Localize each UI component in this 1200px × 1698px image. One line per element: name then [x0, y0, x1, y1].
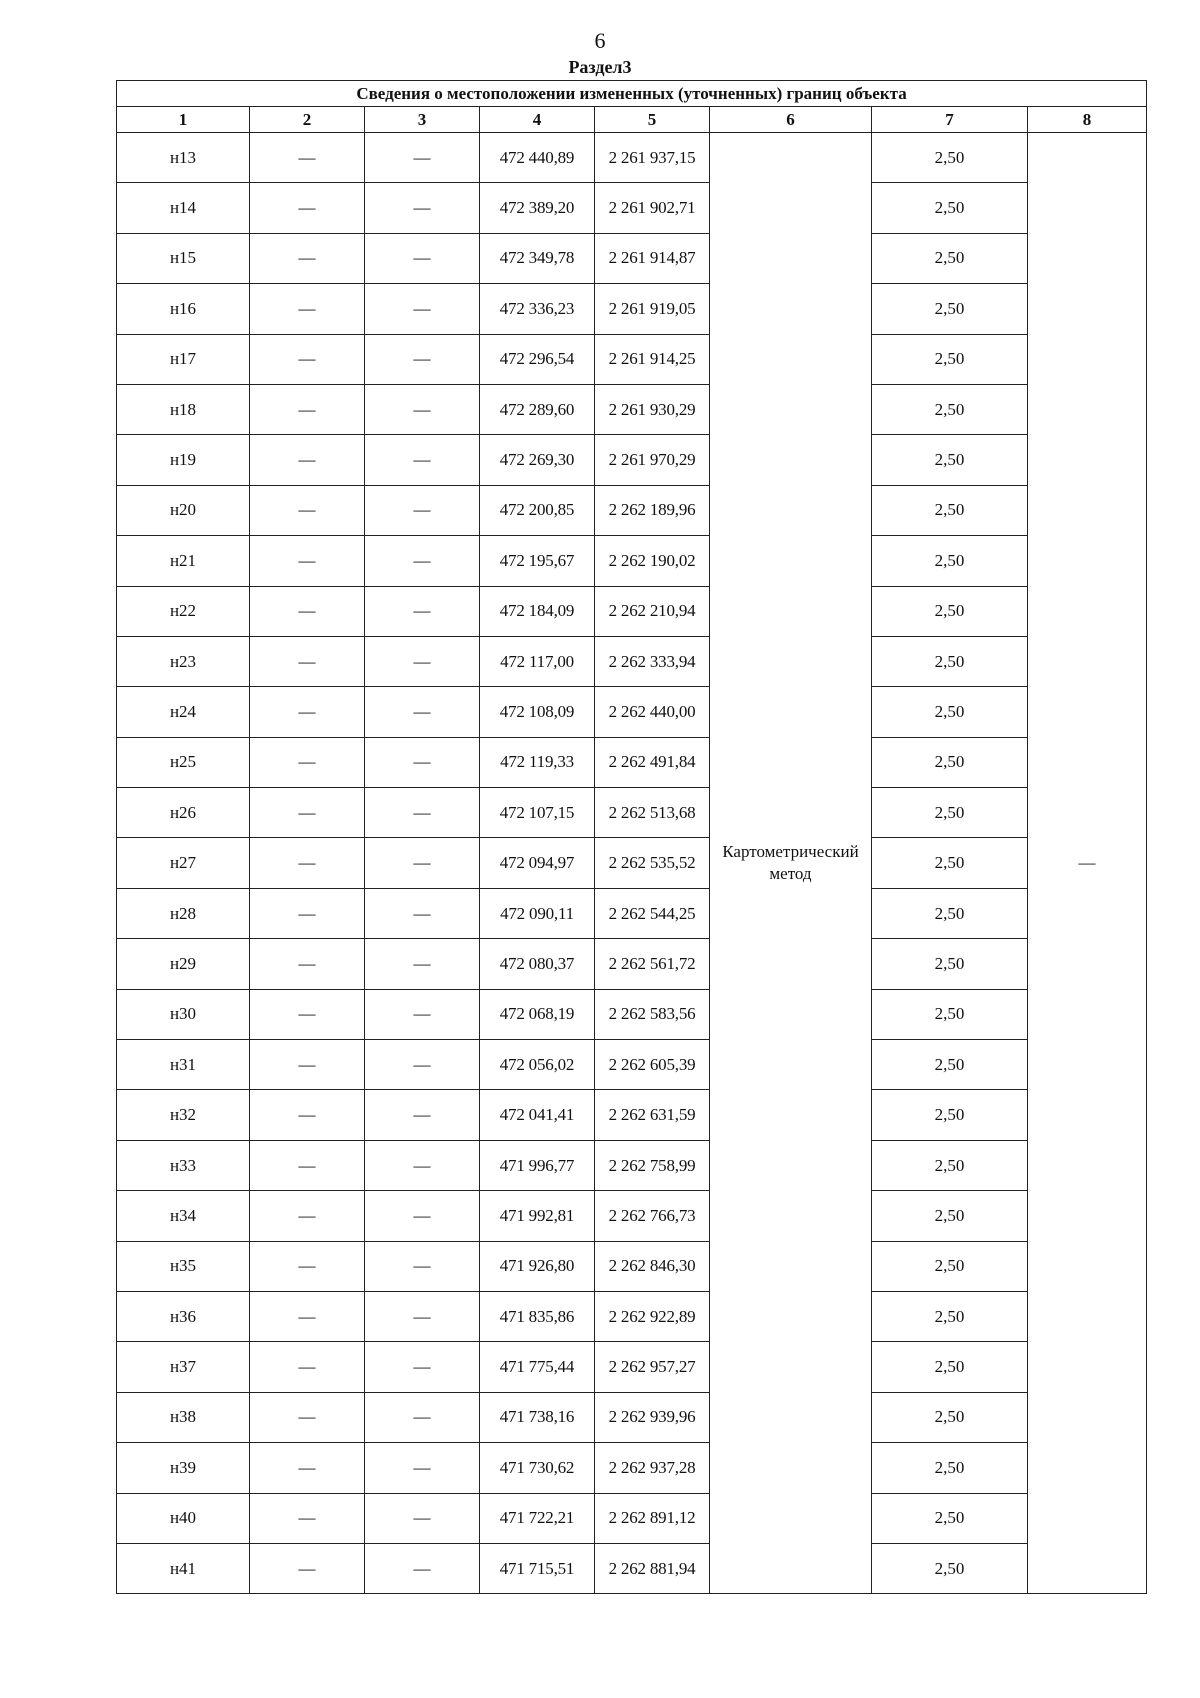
- column-2-cell: —: [250, 1493, 365, 1543]
- table-row: [117, 1443, 1147, 1493]
- precision-cell: 2,50: [872, 1493, 1028, 1543]
- coordinate-x-cell: 472 094,97: [480, 838, 595, 888]
- column-2-cell: —: [250, 687, 365, 737]
- precision-cell: 2,50: [872, 636, 1028, 686]
- coordinate-x-cell: 471 730,62: [480, 1443, 595, 1493]
- point-name-cell: н34: [117, 1191, 250, 1241]
- point-name-cell: н19: [117, 435, 250, 485]
- coordinate-y-cell: 2 262 544,25: [595, 888, 710, 938]
- column-number-2: 2: [250, 107, 365, 133]
- table-row: [117, 1543, 1147, 1593]
- point-name-cell: н14: [117, 183, 250, 233]
- coordinate-x-cell: 471 722,21: [480, 1493, 595, 1543]
- column-2-cell: —: [250, 1291, 365, 1341]
- coordinate-x-cell: 472 269,30: [480, 435, 595, 485]
- coordinate-x-cell: 472 195,67: [480, 536, 595, 586]
- coordinate-y-cell: 2 262 891,12: [595, 1493, 710, 1543]
- coordinate-x-cell: 472 289,60: [480, 384, 595, 434]
- coordinate-y-cell: 2 262 333,94: [595, 636, 710, 686]
- precision-cell: 2,50: [872, 1291, 1028, 1341]
- table-row: [117, 687, 1147, 737]
- coordinate-y-cell: 2 261 930,29: [595, 384, 710, 434]
- coordinate-y-cell: 2 262 631,59: [595, 1090, 710, 1140]
- coordinate-x-cell: 471 992,81: [480, 1191, 595, 1241]
- point-name-cell: н24: [117, 687, 250, 737]
- coordinate-y-cell: 2 261 914,25: [595, 334, 710, 384]
- precision-cell: 2,50: [872, 435, 1028, 485]
- table-row: [117, 788, 1147, 838]
- table-row: [117, 183, 1147, 233]
- column-3-cell: —: [365, 133, 480, 183]
- table-row: [117, 233, 1147, 283]
- precision-cell: 2,50: [872, 536, 1028, 586]
- precision-cell: 2,50: [872, 485, 1028, 535]
- column-3-cell: —: [365, 1443, 480, 1493]
- precision-cell: 2,50: [872, 788, 1028, 838]
- coordinate-x-cell: 471 715,51: [480, 1543, 595, 1593]
- coordinate-y-cell: 2 262 440,00: [595, 687, 710, 737]
- column-3-cell: —: [365, 1040, 480, 1090]
- precision-cell: 2,50: [872, 838, 1028, 888]
- column-2-cell: —: [250, 586, 365, 636]
- table-row: [117, 435, 1147, 485]
- precision-cell: 2,50: [872, 1241, 1028, 1291]
- column-3-cell: —: [365, 586, 480, 636]
- column-2-cell: —: [250, 1090, 365, 1140]
- table-row: [117, 939, 1147, 989]
- column-number-8: 8: [1028, 107, 1147, 133]
- point-name-cell: н21: [117, 536, 250, 586]
- point-name-cell: н17: [117, 334, 250, 384]
- coordinate-y-cell: 2 262 758,99: [595, 1140, 710, 1190]
- table-row: [117, 485, 1147, 535]
- coordinate-y-cell: 2 261 919,05: [595, 284, 710, 334]
- point-name-cell: н22: [117, 586, 250, 636]
- column-3-cell: —: [365, 1392, 480, 1442]
- column-2-cell: —: [250, 233, 365, 283]
- coordinate-x-cell: 472 336,23: [480, 284, 595, 334]
- table-row: [117, 838, 1147, 888]
- column-3-cell: —: [365, 1291, 480, 1341]
- coordinate-y-cell: 2 262 561,72: [595, 939, 710, 989]
- coordinate-y-cell: 2 262 535,52: [595, 838, 710, 888]
- coordinate-y-cell: 2 262 957,27: [595, 1342, 710, 1392]
- coordinate-y-cell: 2 261 914,87: [595, 233, 710, 283]
- column-3-cell: —: [365, 1241, 480, 1291]
- column-3-cell: —: [365, 1140, 480, 1190]
- point-name-cell: н33: [117, 1140, 250, 1190]
- table-row: [117, 586, 1147, 636]
- coordinate-x-cell: 472 080,37: [480, 939, 595, 989]
- coordinate-x-cell: 471 996,77: [480, 1140, 595, 1190]
- table-row: [117, 334, 1147, 384]
- column-3-cell: —: [365, 687, 480, 737]
- coordinate-x-cell: 472 296,54: [480, 334, 595, 384]
- coordinate-x-cell: 472 200,85: [480, 485, 595, 535]
- point-name-cell: н26: [117, 788, 250, 838]
- table-row: [117, 1291, 1147, 1341]
- column-2-cell: —: [250, 939, 365, 989]
- column-3-cell: —: [365, 1493, 480, 1543]
- coordinate-x-cell: 472 119,33: [480, 737, 595, 787]
- precision-cell: 2,50: [872, 1090, 1028, 1140]
- column-2-cell: —: [250, 989, 365, 1039]
- coordinate-y-cell: 2 261 970,29: [595, 435, 710, 485]
- coordinate-y-cell: 2 262 513,68: [595, 788, 710, 838]
- point-name-cell: н37: [117, 1342, 250, 1392]
- coordinate-x-cell: 471 775,44: [480, 1342, 595, 1392]
- column-3-cell: —: [365, 384, 480, 434]
- coordinate-x-cell: 472 440,89: [480, 133, 595, 183]
- coordinate-y-cell: 2 262 605,39: [595, 1040, 710, 1090]
- coordinate-y-cell: 2 262 210,94: [595, 586, 710, 636]
- point-name-cell: н32: [117, 1090, 250, 1140]
- precision-cell: 2,50: [872, 233, 1028, 283]
- column-2-cell: —: [250, 1543, 365, 1593]
- point-name-cell: н41: [117, 1543, 250, 1593]
- column-3-cell: —: [365, 284, 480, 334]
- point-name-cell: н40: [117, 1493, 250, 1543]
- column-2-cell: —: [250, 1191, 365, 1241]
- column-number-7: 7: [872, 107, 1028, 133]
- column-2-cell: —: [250, 1443, 365, 1493]
- column-3-cell: —: [365, 183, 480, 233]
- column-3-cell: —: [365, 334, 480, 384]
- point-name-cell: н38: [117, 1392, 250, 1442]
- table-row: [117, 737, 1147, 787]
- table-caption: Сведения о местоположении измененных (уточненных) границ объекта: [117, 81, 1147, 107]
- table-row: [117, 1493, 1147, 1543]
- column-8-cell: —: [1028, 133, 1147, 1594]
- table-row: [117, 1040, 1147, 1090]
- table-row: [117, 536, 1147, 586]
- precision-cell: 2,50: [872, 1342, 1028, 1392]
- table-row: [117, 1241, 1147, 1291]
- page-number: 6: [594, 28, 606, 53]
- coordinate-x-cell: 472 068,19: [480, 989, 595, 1039]
- column-number-4: 4: [480, 107, 595, 133]
- table-row: [117, 636, 1147, 686]
- coordinate-x-cell: 472 090,11: [480, 888, 595, 938]
- point-name-cell: н16: [117, 284, 250, 334]
- column-2-cell: —: [250, 536, 365, 586]
- column-2-cell: —: [250, 435, 365, 485]
- point-name-cell: н13: [117, 133, 250, 183]
- column-3-cell: —: [365, 838, 480, 888]
- point-name-cell: н28: [117, 888, 250, 938]
- coordinate-x-cell: 471 835,86: [480, 1291, 595, 1341]
- coordinate-y-cell: 2 262 189,96: [595, 485, 710, 535]
- coordinate-x-cell: 472 107,15: [480, 788, 595, 838]
- coordinate-y-cell: 2 262 922,89: [595, 1291, 710, 1341]
- column-3-cell: —: [365, 1090, 480, 1140]
- coordinate-x-cell: 472 184,09: [480, 586, 595, 636]
- column-2-cell: —: [250, 888, 365, 938]
- column-3-cell: —: [365, 636, 480, 686]
- column-2-cell: —: [250, 384, 365, 434]
- precision-cell: 2,50: [872, 284, 1028, 334]
- precision-cell: 2,50: [872, 1040, 1028, 1090]
- coordinate-x-cell: 472 056,02: [480, 1040, 595, 1090]
- column-3-cell: —: [365, 888, 480, 938]
- method-cell: Картометрический метод: [710, 133, 872, 1594]
- precision-cell: 2,50: [872, 1392, 1028, 1442]
- column-2-cell: —: [250, 636, 365, 686]
- point-name-cell: н25: [117, 737, 250, 787]
- coordinate-x-cell: 471 738,16: [480, 1392, 595, 1442]
- coordinate-y-cell: 2 262 766,73: [595, 1191, 710, 1241]
- point-name-cell: н20: [117, 485, 250, 535]
- column-3-cell: —: [365, 788, 480, 838]
- table-row: [117, 1090, 1147, 1140]
- precision-cell: 2,50: [872, 183, 1028, 233]
- point-name-cell: н29: [117, 939, 250, 989]
- table-row: [117, 384, 1147, 434]
- column-3-cell: —: [365, 1342, 480, 1392]
- coordinate-y-cell: 2 262 491,84: [595, 737, 710, 787]
- table-row: [117, 1191, 1147, 1241]
- coordinate-y-cell: 2 262 846,30: [595, 1241, 710, 1291]
- column-2-cell: —: [250, 1342, 365, 1392]
- precision-cell: 2,50: [872, 1443, 1028, 1493]
- precision-cell: 2,50: [872, 586, 1028, 636]
- column-2-cell: —: [250, 485, 365, 535]
- precision-cell: 2,50: [872, 888, 1028, 938]
- point-name-cell: н39: [117, 1443, 250, 1493]
- coordinate-x-cell: 471 926,80: [480, 1241, 595, 1291]
- coordinate-y-cell: 2 262 939,96: [595, 1392, 710, 1442]
- column-number-3: 3: [365, 107, 480, 133]
- column-3-cell: —: [365, 485, 480, 535]
- table-row: [117, 888, 1147, 938]
- point-name-cell: н23: [117, 636, 250, 686]
- precision-cell: 2,50: [872, 133, 1028, 183]
- column-2-cell: —: [250, 183, 365, 233]
- column-2-cell: —: [250, 1392, 365, 1442]
- coordinate-x-cell: 472 389,20: [480, 183, 595, 233]
- point-name-cell: н35: [117, 1241, 250, 1291]
- coordinate-x-cell: 472 349,78: [480, 233, 595, 283]
- coordinate-y-cell: 2 262 583,56: [595, 989, 710, 1039]
- column-3-cell: —: [365, 939, 480, 989]
- column-3-cell: —: [365, 989, 480, 1039]
- column-number-5: 5: [595, 107, 710, 133]
- column-3-cell: —: [365, 1191, 480, 1241]
- column-numbers-row: [117, 107, 1147, 133]
- column-2-cell: —: [250, 334, 365, 384]
- column-3-cell: —: [365, 435, 480, 485]
- column-2-cell: —: [250, 737, 365, 787]
- column-3-cell: —: [365, 233, 480, 283]
- table-row: [117, 989, 1147, 1039]
- table-row: [117, 1140, 1147, 1190]
- coordinate-y-cell: 2 262 937,28: [595, 1443, 710, 1493]
- point-name-cell: н15: [117, 233, 250, 283]
- coordinate-x-cell: 472 041,41: [480, 1090, 595, 1140]
- point-name-cell: н31: [117, 1040, 250, 1090]
- table-body: [117, 133, 1147, 1594]
- column-number-1: 1: [117, 107, 250, 133]
- table-row: [117, 133, 1147, 183]
- column-2-cell: —: [250, 284, 365, 334]
- precision-cell: 2,50: [872, 1191, 1028, 1241]
- coordinate-y-cell: 2 261 902,71: [595, 183, 710, 233]
- precision-cell: 2,50: [872, 687, 1028, 737]
- column-3-cell: —: [365, 536, 480, 586]
- table-row: [117, 284, 1147, 334]
- column-3-cell: —: [365, 1543, 480, 1593]
- table-row: [117, 1342, 1147, 1392]
- precision-cell: 2,50: [872, 737, 1028, 787]
- column-3-cell: —: [365, 737, 480, 787]
- precision-cell: 2,50: [872, 989, 1028, 1039]
- section-title: Раздел3: [568, 57, 632, 77]
- coordinate-y-cell: 2 261 937,15: [595, 133, 710, 183]
- coordinate-x-cell: 472 117,00: [480, 636, 595, 686]
- point-name-cell: н36: [117, 1291, 250, 1341]
- coordinate-y-cell: 2 262 881,94: [595, 1543, 710, 1593]
- column-2-cell: —: [250, 838, 365, 888]
- column-2-cell: —: [250, 788, 365, 838]
- coordinate-x-cell: 472 108,09: [480, 687, 595, 737]
- column-2-cell: —: [250, 133, 365, 183]
- precision-cell: 2,50: [872, 1140, 1028, 1190]
- column-2-cell: —: [250, 1040, 365, 1090]
- table-row: [117, 1392, 1147, 1442]
- column-2-cell: —: [250, 1241, 365, 1291]
- column-number-6: 6: [710, 107, 872, 133]
- point-name-cell: н27: [117, 838, 250, 888]
- point-name-cell: н18: [117, 384, 250, 434]
- precision-cell: 2,50: [872, 384, 1028, 434]
- precision-cell: 2,50: [872, 939, 1028, 989]
- coordinate-y-cell: 2 262 190,02: [595, 536, 710, 586]
- precision-cell: 2,50: [872, 334, 1028, 384]
- coordinates-table: [116, 80, 1147, 1594]
- column-2-cell: —: [250, 1140, 365, 1190]
- point-name-cell: н30: [117, 989, 250, 1039]
- precision-cell: 2,50: [872, 1543, 1028, 1593]
